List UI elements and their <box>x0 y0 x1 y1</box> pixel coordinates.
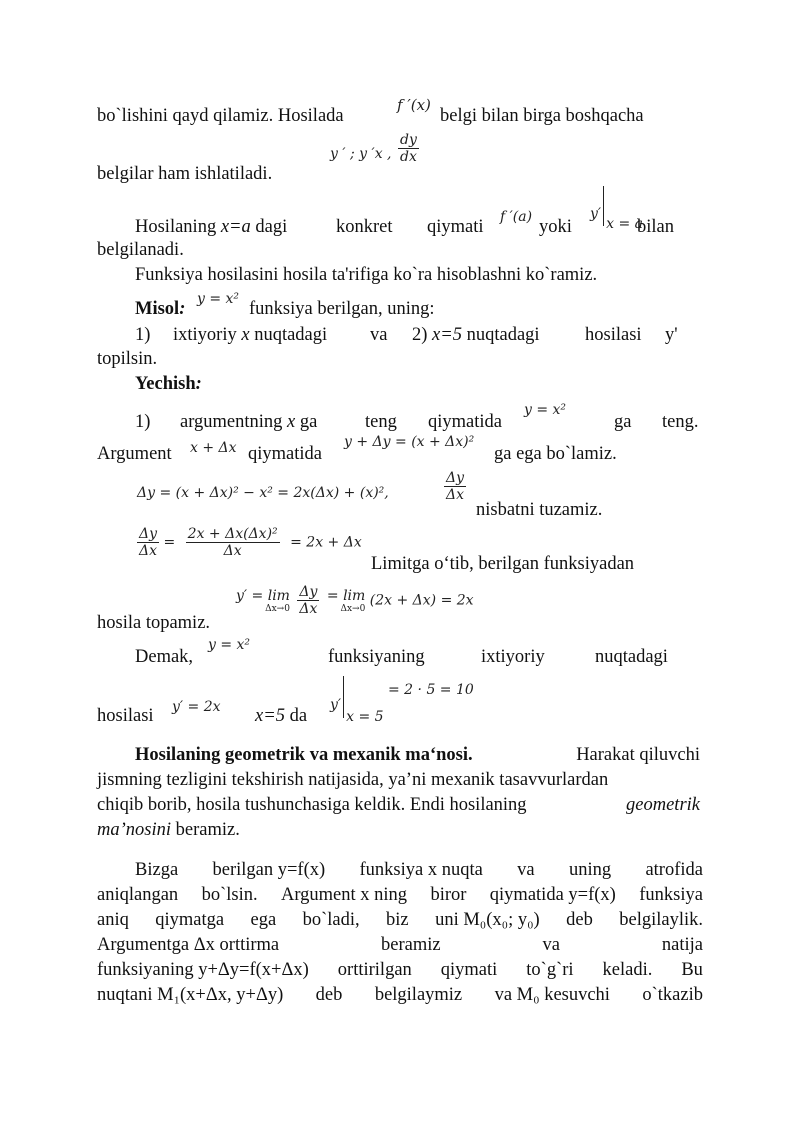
text-word: ega <box>250 910 277 930</box>
formula-y-prime-eval: y′x = 5 = 2 · 5 = 10 <box>330 676 384 718</box>
text-word: ixtiyoriy <box>481 647 545 667</box>
text-line: Funksiya hosilasini hosila ta'rifiga ko`ra hisoblashni ko`ramiz. <box>135 265 598 285</box>
text-word: Demak, <box>135 647 194 667</box>
text: bo`lishini qayd qilamiz. Hosilada <box>97 106 344 126</box>
text-word: va <box>370 325 388 345</box>
text-word: va <box>517 860 535 880</box>
text-line: topilsin. <box>97 349 158 369</box>
text-word: bilan <box>637 217 674 237</box>
formula-y-prime-2x: y′ = 2x <box>172 699 221 715</box>
text-word: teng. <box>662 412 699 432</box>
text-line <box>97 104 344 128</box>
formula-f-prime-x: f ′(x) <box>397 96 431 114</box>
text-line: ma’nosini beramiz. <box>97 820 240 840</box>
text-word: Argument x ning <box>280 885 408 905</box>
formula-limit: y′ = lim Δx→0 $\frac{\Delta y}{\Delta x}$ = lim Δx→0 (2x + Δx) = 2x <box>236 584 474 617</box>
text-line: qiymatida <box>248 444 322 464</box>
formula-dy-over-dx: $\frac{\Delta y}{\Delta x}$ <box>446 470 465 503</box>
text-word: funksiya x nuqta <box>359 860 483 880</box>
text-word: belgilaymiz <box>374 985 463 1005</box>
text-line <box>97 933 703 957</box>
text-line <box>97 162 272 186</box>
text-line: belgilanadi. <box>97 240 184 260</box>
text-line <box>97 883 703 907</box>
text-word: va M₀ kesuvchi <box>494 985 610 1005</box>
text-word: 2) x=5 nuqtadagi <box>412 325 540 345</box>
formula-delta-y: Δy = (x + Δx)² − x² = 2x(Δx) + (x)², <box>137 485 389 501</box>
text-word: ixtiyoriy x nuqtadagi <box>173 325 328 345</box>
text-word: ga <box>614 412 632 432</box>
text-line: Misol: <box>135 299 186 319</box>
formula-y-prime-at-a: y′x = a <box>590 186 643 226</box>
formula-x-plus-dx: x + Δx <box>190 440 237 456</box>
text-word: bo`lsin. <box>201 885 258 905</box>
text-word: 1) <box>135 325 151 345</box>
text-line: Hosilaning x=a dagi <box>135 217 288 237</box>
text-line: ga ega bo`lamiz. <box>494 444 617 464</box>
text-word: uni M₀(x₀; y₀) <box>435 910 540 930</box>
text-word: keladi. <box>602 960 653 980</box>
text-word: nuqtadagi <box>595 647 668 667</box>
text-word: atrofida <box>645 860 703 880</box>
text-word: qiymatida <box>428 412 502 432</box>
text-line: Argument <box>97 444 172 464</box>
text-word: to`g`ri <box>526 960 574 980</box>
text-word: qiymatida y=f(x) <box>489 885 616 905</box>
text-word: aniq <box>97 910 129 930</box>
text-word: o`tkazib <box>642 985 703 1005</box>
text-word: aniqlangan <box>97 885 179 905</box>
text-word: belgilaylik. <box>619 910 703 930</box>
text-word: beramiz <box>381 935 441 955</box>
text-line <box>440 104 644 128</box>
text-word: qiymati <box>427 217 484 237</box>
text-word: hosilasi <box>585 325 642 345</box>
text-word: yoki <box>539 217 572 237</box>
text-line: Yechish: <box>135 374 202 394</box>
text-word: orttirilgan <box>337 960 412 980</box>
text-line: funksiya berilgan, uning: <box>249 299 435 319</box>
formula-ratio: $\frac{\Delta y}{\Delta x}$ = $\frac{\text{2x + Δx(Δx)²}}{\Delta x}$ = 2x + Δx <box>139 526 362 559</box>
text-word: Bu <box>681 960 703 980</box>
text-line: nisbatni tuzamiz. <box>476 500 603 520</box>
text-word: x=5 da <box>255 706 308 726</box>
text-line <box>97 908 703 932</box>
formula-dy-dx: $\frac{dy}{dx}$ <box>400 132 417 165</box>
text-word: deb <box>566 910 593 930</box>
text-word: 1) <box>135 412 151 432</box>
formula-y-eq-x2: y = x² <box>208 637 251 653</box>
formula-notations: y ′ ; y ′x , <box>330 146 392 162</box>
text-line: Limitga o‘tib, berilgan funksiyadan <box>371 554 635 574</box>
text-word: teng <box>365 412 397 432</box>
text-word: nuqtani M₁(x+Δx, y+Δy) <box>97 985 284 1005</box>
text-word: hosilasi <box>97 706 154 726</box>
text-line <box>97 983 703 1007</box>
formula-y-plus-dy: y + Δy = (x + Δx)² <box>344 434 475 450</box>
text-word: uning <box>568 860 612 880</box>
text-word: funksiyaning <box>328 647 425 667</box>
text-word: bo`ladi, <box>302 910 360 930</box>
text-word: konkret <box>336 217 393 237</box>
text-word: natija <box>661 935 703 955</box>
text-word: deb <box>315 985 343 1005</box>
text: belgilar ham ishlatiladi. <box>97 164 273 184</box>
text-line <box>135 858 703 882</box>
text-word: va <box>542 935 560 955</box>
text-word: biror <box>430 885 467 905</box>
text-line: jismning tezligini tekshirish natijasida, ya’ni mexanik tasavvurlardan <box>97 770 609 790</box>
text-line: chiqib borib, hosila tushunchasiga keldik. Endi hosilaning geometrik <box>97 795 700 815</box>
text-line: hosila topamiz. <box>97 613 211 633</box>
text-line: Hosilaning geometrik va mexanik ma‘nosi. Harakat qiluvchi <box>135 745 700 765</box>
text-word: funksiyaning y+Δy=f(x+Δx) <box>97 960 309 980</box>
text-word: biz <box>386 910 409 930</box>
text-word: Argumentga Δx orttirma <box>97 935 280 955</box>
formula-y-eq-x2: y = x² <box>197 291 240 307</box>
text-line <box>97 958 703 982</box>
text-word: berilgan y=f(x) <box>212 860 326 880</box>
text-word: qiymati <box>440 960 498 980</box>
text-word: y' <box>665 325 678 345</box>
text-word: argumentning x ga <box>180 412 318 432</box>
text-word: Bizga <box>135 860 179 880</box>
formula-f-prime-a: f ′(a) <box>500 209 533 225</box>
formula-y-eq-x2: y = x² <box>524 402 567 418</box>
text: belgi bilan birga boshqacha <box>440 106 644 126</box>
text-word: qiymatga <box>155 910 225 930</box>
text-word: funksiya <box>639 885 703 905</box>
